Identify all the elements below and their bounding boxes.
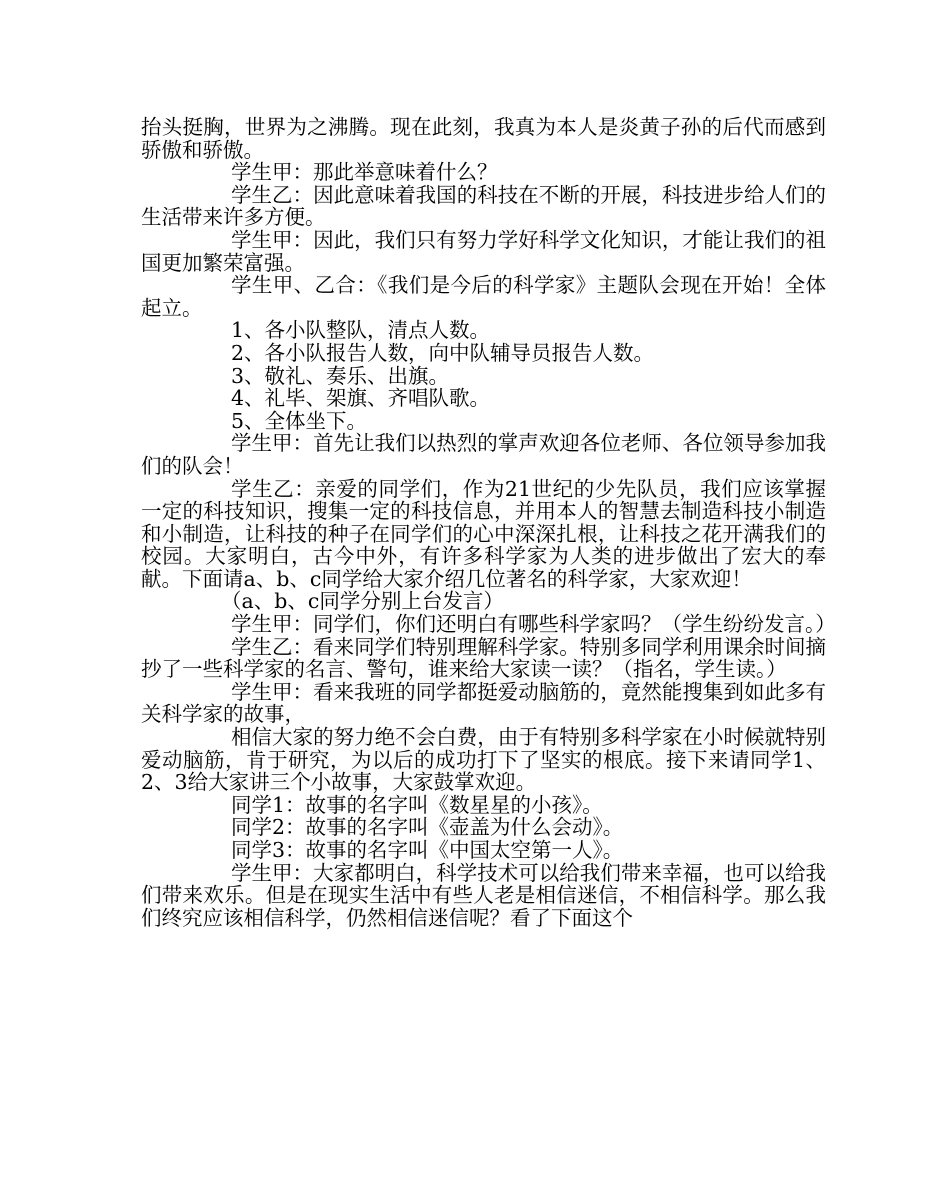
paragraph: 学生甲：看来我班的同学都挺爱动脑筋的，竟然能搜集到如此多有关科学家的故事， [141,679,826,727]
document-body [141,115,836,930]
story-title-line: 同学1：故事的名字叫《数星星的小孩》。 [231,792,603,817]
paragraph: 学生乙：亲爱的同学们，作为21世纪的少先队员，我们应该掌握一定的科技知识，搜集一定的科技信息，并用本人的智慧去制造科技小制造和小制造，让科技的种子在同学们的心中深深扎根，让科技之花开满我们的校园。大家明白，古今中外，有许多科学家为人类的进步做出了宏大的奉献。下面请a、b、c同学给大家介绍几位著名的科学家，大家欢迎！ [141,476,826,591]
paragraph: 学生甲、乙合：《我们是今后的科学家》主题队会现在开始！全体起立。 [141,273,826,320]
paragraph: 学生乙：因此意味着我国的科技在不断的开展，科技进步给人们的生活带来许多方便。 [141,182,826,230]
list-item: 2、各小队报告人数，向中队辅导员报告人数。 [231,340,655,365]
paragraph: 相信大家的努力绝不会白费，由于有特别多科学家在小时候就特别爱动脑筋，肯于研究，为以后的成功打下了坚实的根底。接下来请同学1、2、3给大家讲三个小故事，大家鼓掌欢迎。 [141,725,826,795]
paragraph: 学生甲：因此，我们只有努力学好科学文化知识，才能让我们的祖国更加繁荣富强。 [141,227,826,275]
paragraph: 学生甲：同学们，你们还明白有哪些科学家吗？（学生纷纷发言。） [231,612,836,637]
paragraph: 学生乙：看来同学们特别理解科学家。特别多同学利用课余时间摘抄了一些科学家的名言、警句，谁来给大家读一读？（指名，学生读。） [141,634,826,682]
list-item: 4、礼毕、架旗、齐唱队歌。 [231,386,491,411]
story-title-line: 同学3：故事的名字叫《中国太空第一人》。 [231,838,624,862]
paragraph: 学生甲：首先让我们以热烈的掌声欢迎各位老师、各位领导参加我们的队会！ [141,431,826,478]
paragraph: 学生甲：大家都明白，科学技术可以给我们带来幸福，也可以给我们带来欢乐。但是在现实生活中有些人老是相信迷信，不相信科学。那么我们终究应该相信科学，仍然相信迷信呢？看了下面这个 [141,860,826,930]
stage-direction: （a、b、c同学分别上台发言） [221,589,504,614]
list-item: 5、全体坐下。 [231,408,368,433]
story-title-line: 同学2：故事的名字叫《壶盖为什么会动》。 [231,815,624,840]
list-item: 1、各小队整队，清点人数。 [231,318,491,343]
paragraph: 学生甲：那此举意味着什么？ [231,160,498,185]
paragraph: 抬头挺胸，世界为之沸腾。现在此刻，我真为本人是炎黄子孙的后代而感到骄傲和骄傲。 [141,115,826,162]
list-item: 3、敬礼、奏乐、出旗。 [231,363,450,388]
